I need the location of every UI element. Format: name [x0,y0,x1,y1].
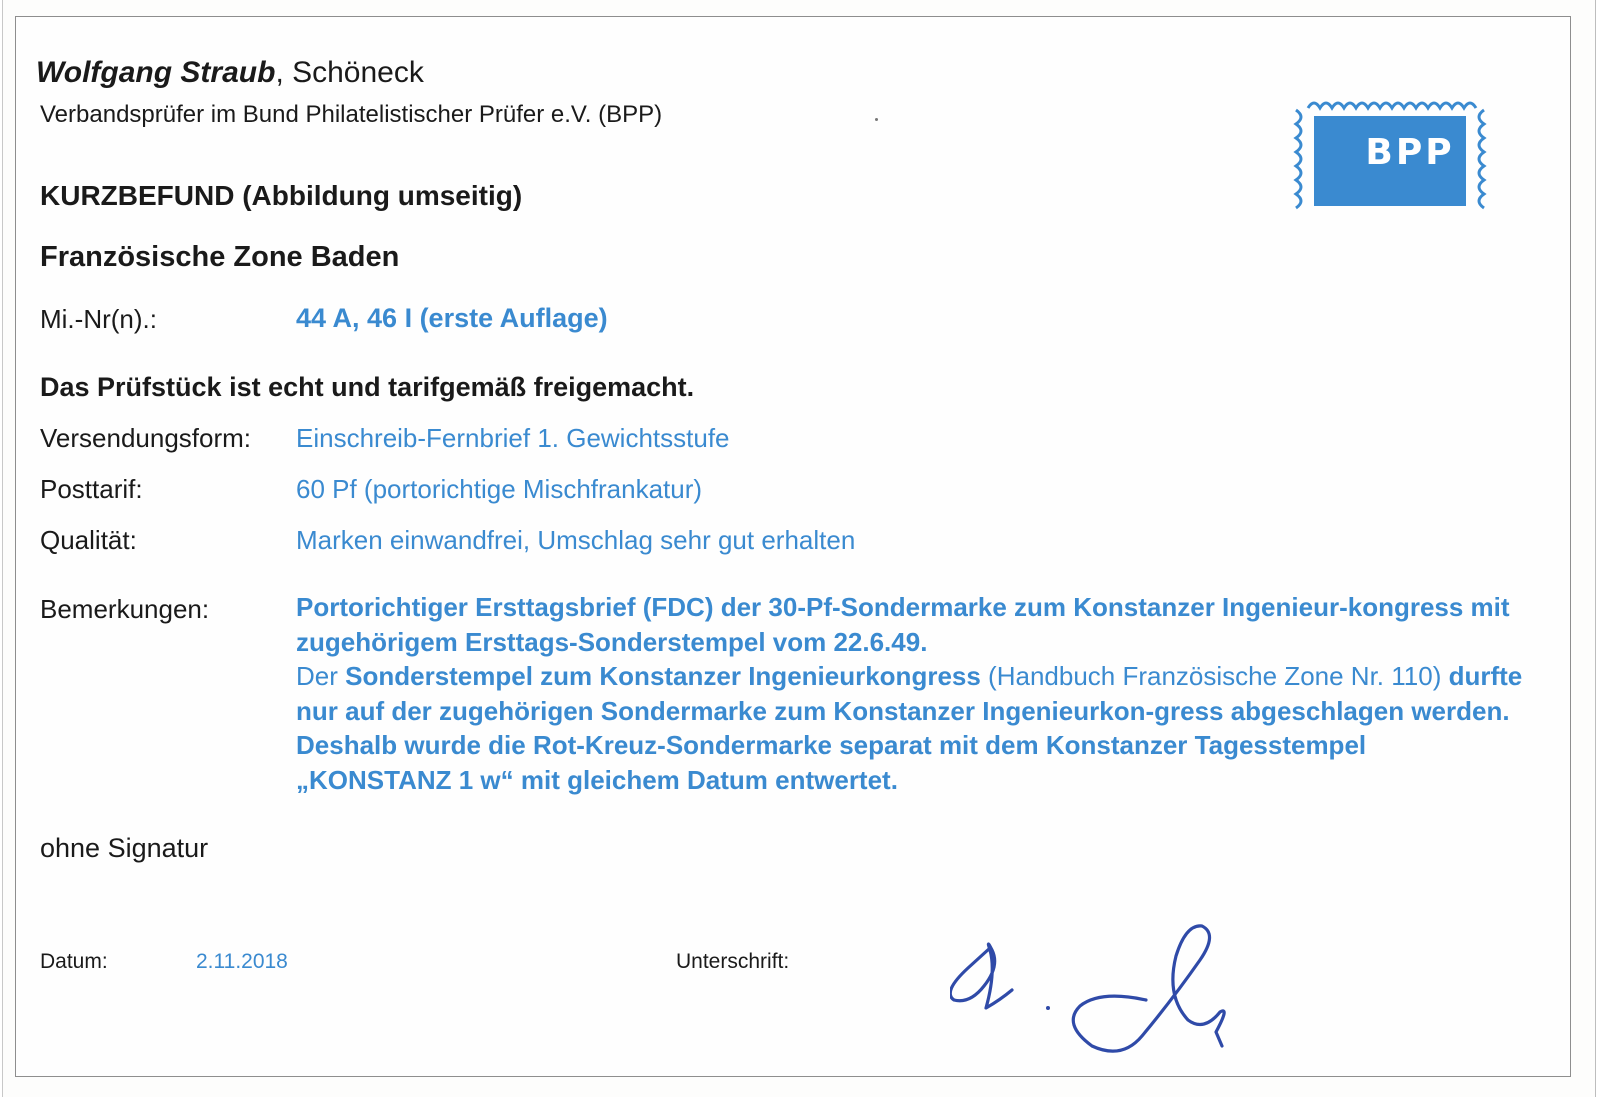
remarks-p2-a: Der [296,661,346,691]
bpp-logo-text: BPP [1365,132,1455,173]
examiner-heading [36,56,424,90]
remarks-label: Bemerkungen: [40,594,210,624]
postage-rate-label: Posttarif: [40,474,143,504]
signature-label: Unterschrift: [676,950,790,973]
bpp-logo [1290,96,1490,212]
examiner-name: Wolfgang Straub [36,56,276,89]
remarks-paragraph-1: Portorichtiger Ersttagsbrief (FDC) der 30-Pf-Sondermarke zum Konstanzer Ingenieur-kongress mit zugehörigem Ersttags-Sonderstempel vom 22.6.49. [296,592,1510,657]
quality-value: Marken einwandfrei, Umschlag sehr gut erhalten [296,525,856,555]
date-value: 2.11.2018 [196,950,288,973]
shipping-form-label: Versendungsform: [40,423,252,453]
date-label: Datum: [40,950,108,973]
speck [875,118,878,121]
collecting-area: Französische Zone Baden [40,241,400,273]
report-title: KURZBEFUND (Abbildung umseitig) [40,180,523,211]
signature-note: ohne Signatur [40,833,209,863]
shipping-form-value: Einschreib-Fernbrief 1. Gewichtsstufe [296,423,730,453]
remarks-text [296,590,1526,797]
examiner-affiliation: Verbandsprüfer im Bund Philatelistischer Prüfer e.V. (BPP) [40,101,663,128]
remarks-p2-c: (Handbuch Französische Zone Nr. 110) [980,661,1449,691]
handwritten-signature [950,920,1280,1070]
quality-label: Qualität: [40,525,137,555]
verdict: Das Prüfstück ist echt und tarifgemäß freigemacht. [40,372,695,402]
postage-rate-value: 60 Pf (portorichtige Mischfrankatur) [296,474,703,504]
examiner-location: , Schöneck [275,56,424,89]
remarks-p2-b: Sonderstempel zum Konstanzer Ingenieurkongress [345,661,981,691]
catalog-number-label: Mi.-Nr(n).: [40,304,157,334]
remarks-p2-d: durfte nur auf der zugehörigen Sondermarke zum Konstanzer Ingenieurkon-gress abgeschlagen werden. Deshalb wurde die Rot-Kreuz-Sondermarke separat mit dem Konstanzer Tagesstempel „KONSTANZ 1 w“ mit gleichem Datum entwertet. [296,661,1523,795]
catalog-number-value: 44 A, 46 I (erste Auflage) [296,303,608,333]
